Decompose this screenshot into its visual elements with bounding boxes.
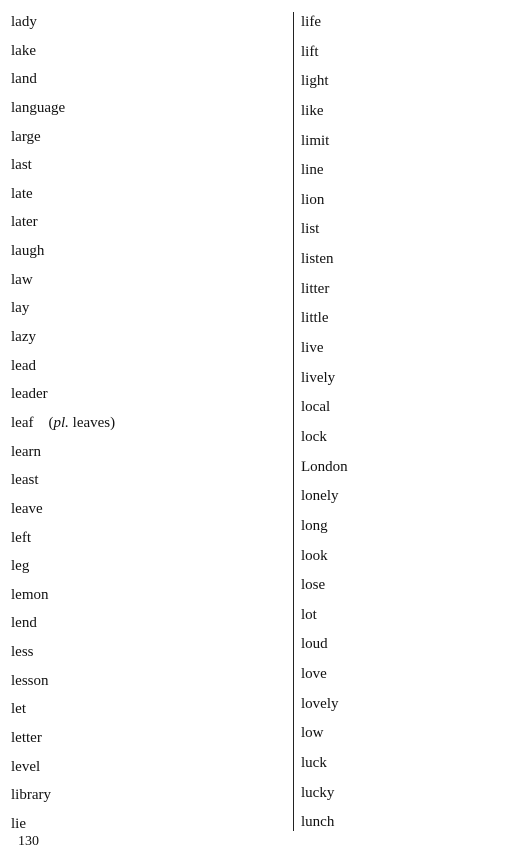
- word-entry: leader: [11, 386, 48, 403]
- word-entry: land: [11, 71, 37, 88]
- word-entry: luck: [301, 755, 327, 772]
- word-entry: let: [11, 701, 26, 718]
- word-entry-leaf: [11, 413, 115, 442]
- word-list-left-column: [11, 12, 115, 843]
- word-entry: lion: [301, 191, 325, 208]
- word-entry: line: [301, 162, 324, 179]
- word-entry: last: [11, 157, 32, 174]
- word-entry: lend: [11, 615, 37, 632]
- word-entry: law: [11, 271, 33, 288]
- word-entry: little: [301, 310, 329, 327]
- word-entry: lot: [301, 606, 317, 623]
- word-entry: like: [301, 102, 324, 119]
- word-entry: listen: [301, 251, 334, 268]
- word-entry: lucky: [301, 784, 335, 801]
- word-entry: laugh: [11, 243, 45, 260]
- word-entry: leave: [11, 500, 43, 517]
- word-list-right-column: [301, 12, 348, 842]
- page-number: 130: [18, 834, 39, 849]
- word-entry: late: [11, 185, 33, 202]
- word-entry: library: [11, 787, 51, 804]
- word-entry: later: [11, 214, 38, 231]
- word-entry: limit: [301, 132, 330, 149]
- word-entry: lie: [11, 815, 26, 832]
- word-entry: left: [11, 529, 31, 546]
- word-entry: lively: [301, 369, 336, 386]
- word-entry: letter: [11, 730, 42, 747]
- word-entry: local: [301, 399, 331, 416]
- word-entry: life: [301, 14, 321, 30]
- word-entry: lose: [301, 577, 326, 594]
- word-entry: London: [301, 458, 348, 475]
- word-entry: look: [301, 547, 328, 564]
- word-entry: love: [301, 666, 327, 683]
- word-entry: light: [301, 73, 329, 90]
- word-entry: lemon: [11, 586, 49, 603]
- word-entry: less: [11, 644, 34, 661]
- word-entry: lazy: [11, 329, 36, 346]
- word-entry: lesson: [11, 672, 49, 689]
- word-entry: lock: [301, 428, 327, 445]
- word-entry: language: [11, 99, 66, 116]
- word-entry: lonely: [301, 488, 339, 505]
- word-entry: lay: [11, 300, 30, 317]
- word-entry: loud: [301, 636, 328, 653]
- word-entry: learn: [11, 443, 41, 460]
- word-entry: lunch: [301, 814, 335, 831]
- word-entry: least: [11, 472, 39, 489]
- word-entry: lady: [11, 14, 37, 30]
- plural-abbreviation: pl.: [53, 414, 69, 431]
- open-paren: (: [33, 414, 54, 431]
- word-entry: lift: [301, 43, 319, 60]
- word-entry: list: [301, 221, 320, 238]
- leaf-word: leaf: [11, 414, 34, 431]
- word-entry: level: [11, 758, 41, 775]
- word-entry: leg: [11, 558, 30, 575]
- word-entry: long: [301, 517, 328, 534]
- word-entry: lovely: [301, 695, 339, 712]
- word-entry: litter: [301, 280, 330, 297]
- plural-form: leaves: [68, 414, 111, 431]
- word-entry: large: [11, 128, 41, 145]
- word-entry: lead: [11, 357, 36, 374]
- column-divider: [293, 12, 294, 831]
- word-entry: low: [301, 725, 324, 742]
- close-paren: ): [110, 414, 116, 431]
- word-entry: live: [301, 340, 324, 357]
- word-entry: lake: [11, 42, 36, 59]
